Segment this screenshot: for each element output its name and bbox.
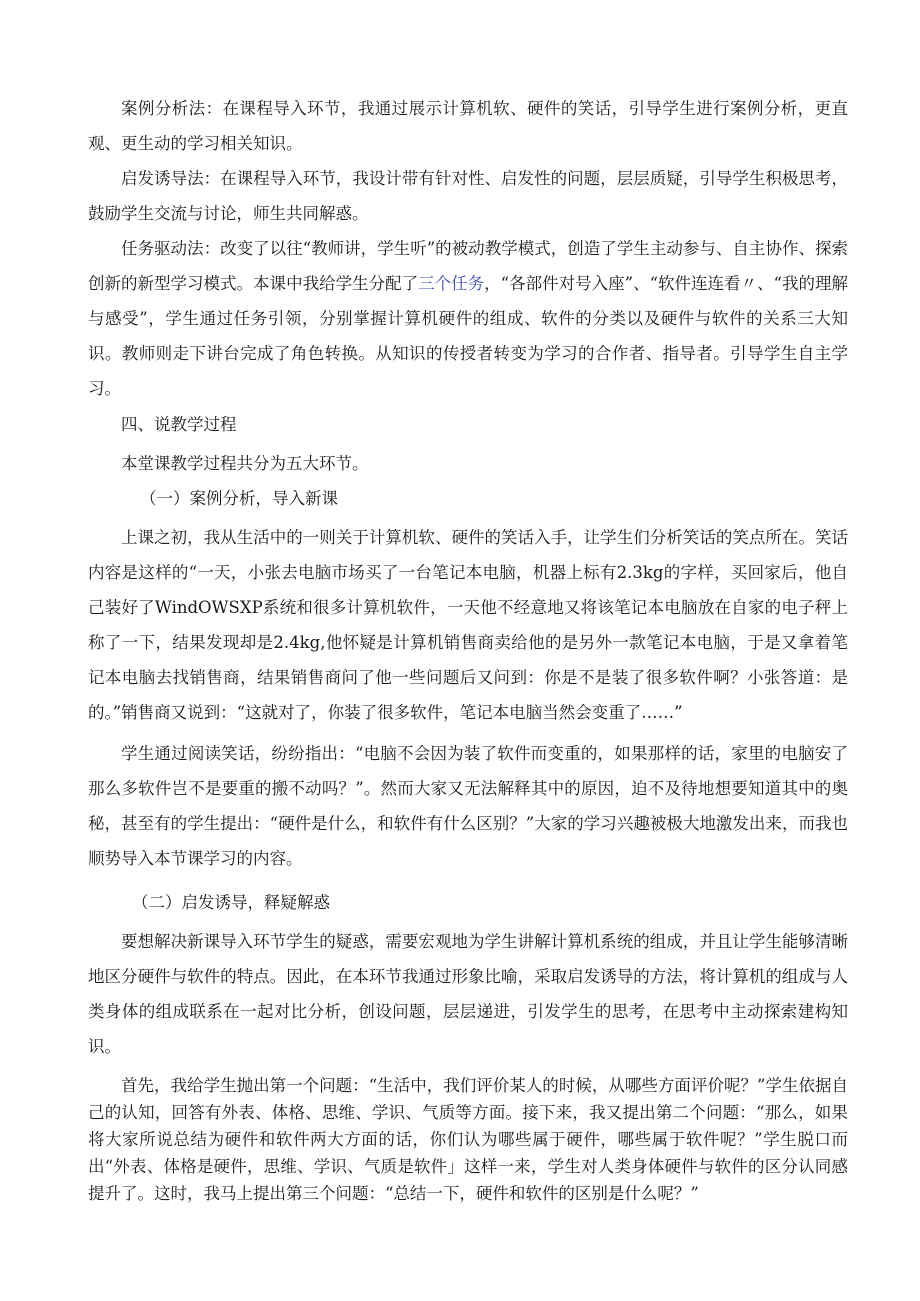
subheading-heuristic-guidance: （二）启发诱导，释疑解惑 — [132, 893, 330, 912]
subheading-case-analysis: （一）案例分析，导入新课 — [140, 489, 338, 508]
paragraph-task-driven — [88, 231, 848, 406]
paragraph-heuristic: 启发诱导法：在课程导入环节，我设计带有针对性、启发性的问题，层层质疑，引导学生积极思考，鼓励学生交流与讨论，师生共同解惑。 — [88, 169, 848, 223]
paragraph-five-stages: 本堂课教学过程共分为五大环节。 — [121, 454, 369, 473]
three-tasks-link[interactable]: 三个任务 — [418, 274, 485, 293]
paragraph-case-analysis: 案例分析法：在课程导入环节，我通过展示计算机软、硬件的笑话，引导学生进行案例分析，更直观、更生动的学习相关知识。 — [88, 99, 848, 153]
section-heading-teaching-process: 四、说教学过程 — [121, 415, 237, 434]
paragraph-questions: 首先，我给学生抛出第一个问题：“生活中，我们评价某人的时候，从哪些方面评价呢？”学生依据自己的认知，回答有外表、体格、思维、学识、气质等方面。接下来，我又提出第二个问题：“那么，如果将大家所说总结为硬件和软件两大方面的话，你们认为哪些属于硬件，哪些属于软件呢？”学生脱口而出“外表、体格是硬件，思维、学识、气质是软件」这样一来，学生对人类身体硬件与软件的区分认同感提升了。这时，我马上提出第三个问题：“总结一下，硬件和软件的区别是什么呢？” — [88, 1076, 848, 1203]
paragraph-student-reaction: 学生通过阅读笑话，纷纷指出：“电脑不会因为装了软件而变重的，如果那样的话，家里的电脑安了那么多软件岂不是要重的搬不动吗？”。然而大家又无法解释其中的原因，迫不及待地想要知道其中的奥秘，甚至有的学生提出：“硬件是什么，和软件有什么区别？”大家的学习兴趣被极大地激发出来，而我也顺势导入本节课学习的内容。 — [88, 744, 848, 868]
task-driven-text-before: 任务驱动法：改变了以往“教师讲，学生听”的被动教学模式，创造了学生主动参与、自主协作、探索创新的新型学习模式。本课中我给学生分配了 — [88, 239, 848, 293]
task-driven-text-after: ，“各部件对号入座”、“软件连连看〃、“我的理解与感受”，学生通过任务引领，分别掌握计算机硬件的组成、软件的分类以及硬件与软件的关系三大知识。教师则走下讲台完成了角色转换。从知识的传授者转变为学习的合作者、指导者。引导学生自主学习。 — [88, 274, 849, 398]
paragraph-computer-system: 要想解决新课导入环节学生的疑惑，需要宏观地为学生讲解计算机系统的组成，并且让学生能够清晰地区分硬件与软件的特点。因此，在本环节我通过形象比喻，采取启发诱导的方法，将计算机的组成与人类身体的组成联系在一起对比分析，创设问题，层层递进，引发学生的思考，在思考中主动探索建构知识。 — [88, 932, 848, 1056]
paragraph-joke: 上课之初，我从生活中的一则关于计算机软、硬件的笑话入手，让学生们分析笑话的笑点所在。笑话内容是这样的“一天，小张去电脑市场买了一台笔记本电脑，机器上标有2.3kg的字样，买回家后，他自己装好了WindOWSXP系统和很多计算机软件，一天他不经意地又将该笔记本电脑放在自家的电子秤上称了一下，结果发现却是2.4kg,他怀疑是计算机销售商卖给他的是另外一款笔记本电脑，于是又拿着笔记本电脑去找销售商，结果销售商问了他一些问题后又问到：你是不是装了很多软件啊？小张答道：是的。”销售商又说到：“这就对了，你装了很多软件，笔记本电脑当然会变重了……” — [88, 528, 848, 722]
